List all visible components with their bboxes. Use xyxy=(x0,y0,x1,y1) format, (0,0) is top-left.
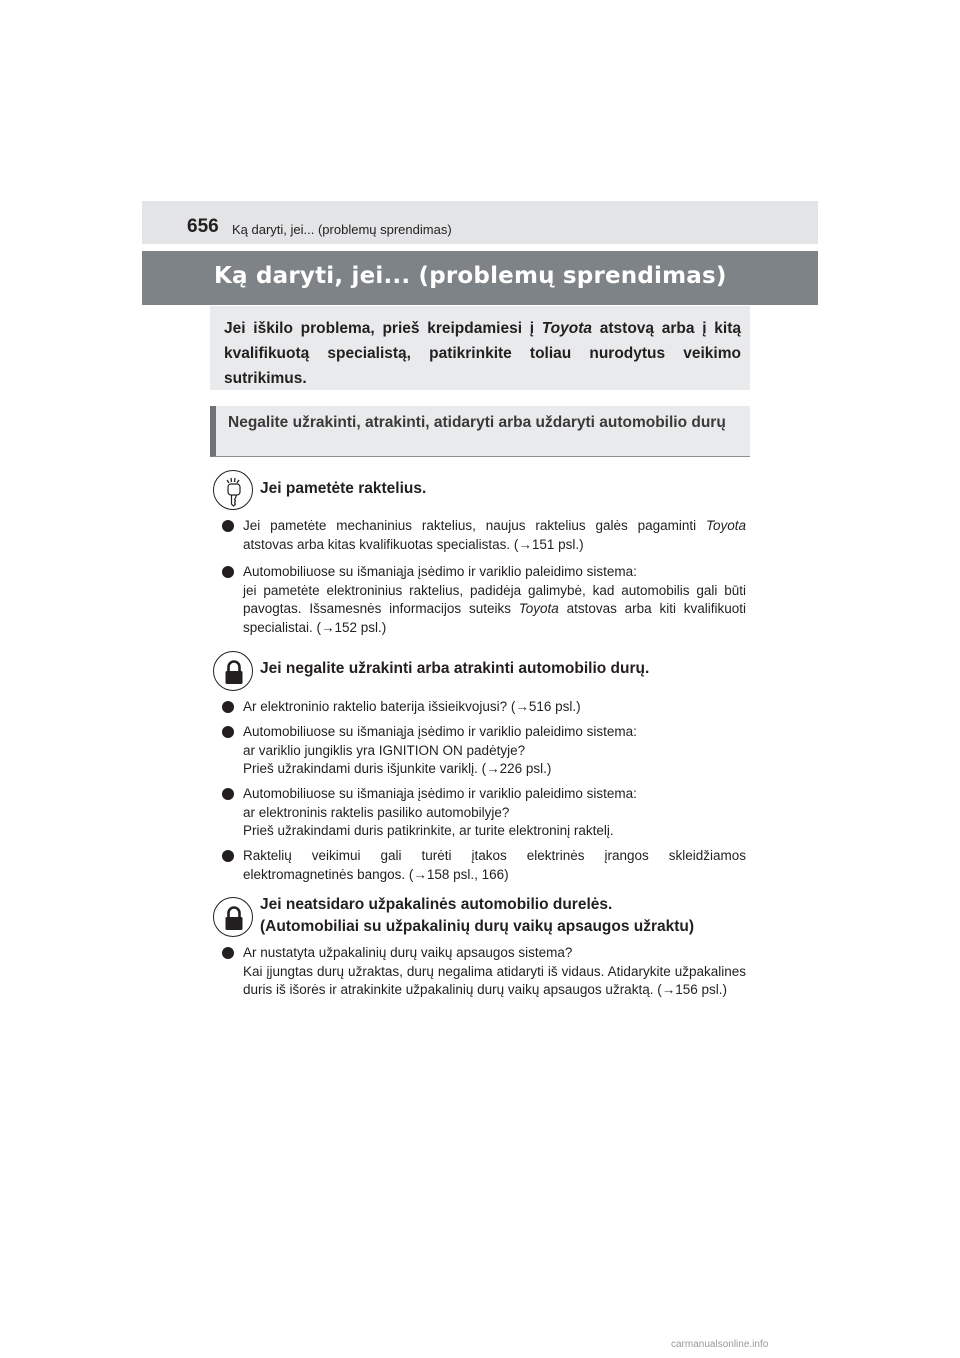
bullet-text: Automobiliuose su išmaniąja įsėdimo ir variklio paleidimo sistema: xyxy=(243,724,637,739)
bullet-text: ar elektroninis raktelis pasiliko automobilyje? xyxy=(243,804,510,820)
subsection-heading-lost-keys: Jei pametėte raktelius. xyxy=(260,480,427,497)
footer-watermark: carmanualsonline.info xyxy=(671,1339,769,1350)
child-lock-icon xyxy=(213,897,253,937)
bullet-text: Automobiliuose su išmaniąja įsėdimo ir variklio paleidimo sistema: xyxy=(243,786,637,801)
intro-text xyxy=(224,316,741,391)
list-item xyxy=(222,517,746,554)
bullet-dot xyxy=(222,520,234,532)
heading-line: (Automobiliai su užpakalinių durų vaikų apsaugos užraktu) xyxy=(260,918,695,935)
bullet-text: Ar nustatyta užpakalinių durų vaikų apsaugos sistema? xyxy=(243,945,573,960)
list-item xyxy=(222,847,746,884)
bullet-dot xyxy=(222,850,234,862)
title-band xyxy=(142,251,818,305)
bullet-text: atstovas arba kiti kvalifikuoti specialistai. (→152 psl.) xyxy=(243,601,746,635)
bullet-text: Automobiliuose su išmaniąja įsėdimo ir variklio paleidimo sistema: xyxy=(243,564,637,579)
bullet-dot xyxy=(222,701,234,713)
key-icon xyxy=(213,470,253,510)
intro-part1: Jei iškilo problema, prieš kreipdamiesi į xyxy=(224,320,542,337)
lock-icon xyxy=(213,651,253,691)
page-title: Ką daryti, jei... (problemų sprendimas) xyxy=(214,263,727,289)
bullet-dot xyxy=(222,566,234,578)
bullet-dot xyxy=(222,726,234,738)
bullet-dot xyxy=(222,947,234,959)
bullet-text: Raktelių veikimui gali turėti įtakos elektrinės įrangos skleidžiamos elektromagnetinės bangos. (→158 psl., 166) xyxy=(243,848,746,882)
bullet-text: ar variklio jungiklis yra IGNITION ON padėtyje? xyxy=(243,742,526,758)
list-item xyxy=(222,785,746,841)
bullet-text: Prieš užrakindami duris išjunkite variklį. (→226 psl.) xyxy=(243,761,552,776)
page-number: 656 xyxy=(187,216,219,237)
bullet-text: Jei pametėte mechaninius raktelius, naujus raktelius galės pagaminti xyxy=(243,518,706,533)
section-heading-box xyxy=(210,406,750,457)
bullet-text: Prieš užrakindami duris patikrinkite, ar turite elektroninį raktelį. xyxy=(243,823,614,838)
list-item xyxy=(222,563,746,637)
bullet-dot xyxy=(222,788,234,800)
list-item xyxy=(222,723,746,779)
heading-line: Jei neatsidaro užpakalinės automobilio durelės. xyxy=(260,896,613,913)
intro-box xyxy=(210,306,750,390)
subsection-heading-cannot-lock: Jei negalite užrakinti arba atrakinti automobilio durų. xyxy=(260,660,650,677)
subsection-heading-rear-doors xyxy=(260,894,694,938)
bullet-text: Kai įjungtas durų užraktas, durų negalima atidaryti iš vidaus. Atidarykite užpakalines duris iš išorės ir atrakinkite užpakalinių durų vaikų apsaugos užraktą. (→156 psl.) xyxy=(243,963,746,997)
intro-part2: atstovą arba į kitą kvalifikuotą specialistą, patikrinkite toliau nurodytus veikimo sutrikimus. xyxy=(224,320,741,387)
bullet-text: Ar elektroninio raktelio baterija išsieikvojusi? (→516 psl.) xyxy=(243,699,581,714)
running-title: Ką daryti, jei... (problemų sprendimas) xyxy=(232,222,452,237)
list-item xyxy=(222,698,746,717)
brand-text: Toyota xyxy=(518,601,559,616)
section-title: Negalite užrakinti, atrakinti, atidaryti arba uždaryti automobilio durų xyxy=(228,414,726,431)
list-item xyxy=(222,944,746,1000)
intro-brand: Toyota xyxy=(541,320,593,337)
bullet-text: atstovas arba kitas kvalifikuotas specialistas. (→151 psl.) xyxy=(243,536,584,552)
bullet-text: jei pametėte elektroninius raktelius, padidėja galimybė, kad automobilis gali būti pavogtas. Išsamesnės informacijos suteiks xyxy=(243,582,746,616)
brand-text: Toyota xyxy=(705,518,746,533)
